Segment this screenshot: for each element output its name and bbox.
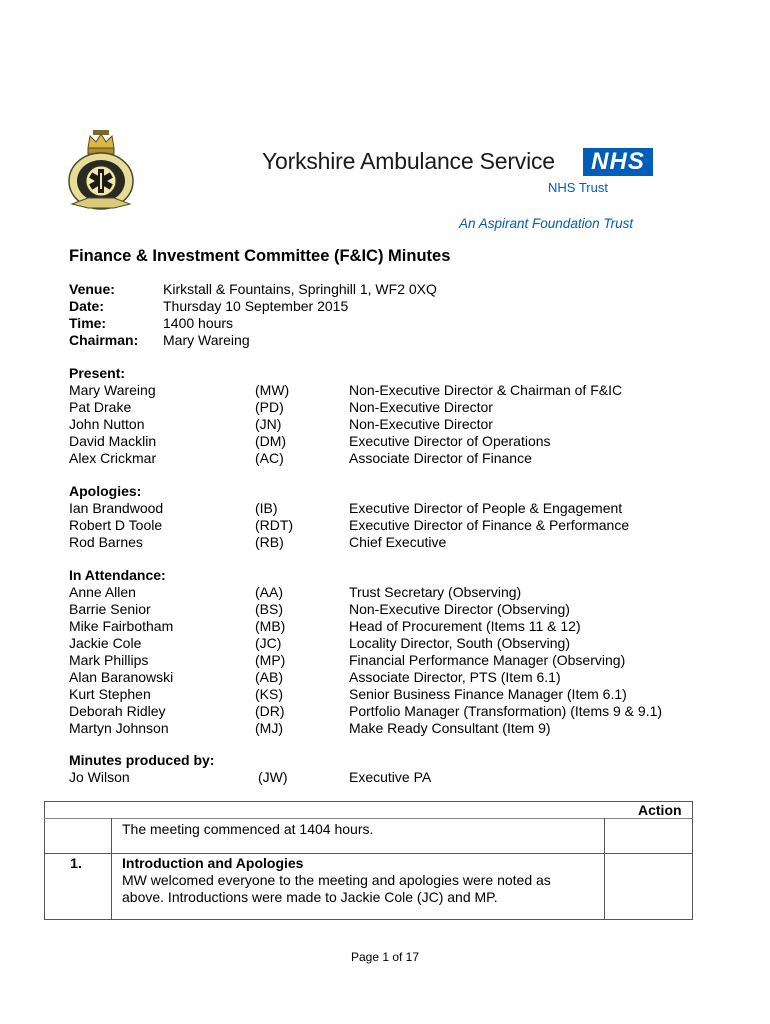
meta-value: Mary Wareing (163, 332, 250, 348)
attendance-name: Kurt Stephen (69, 686, 151, 702)
attendee-name: Alex Crickmar (69, 450, 157, 466)
apology-name: Robert D Toole (69, 517, 163, 533)
apology-role: Executive Director of Finance & Performance (349, 517, 630, 533)
foundation-trust-tagline: An Aspirant Foundation Trust (459, 216, 634, 231)
apologies-heading: Apologies: (69, 483, 142, 499)
attendance-initials: (AA) (255, 584, 283, 600)
attendee-initials: (DM) (255, 433, 287, 449)
meta-label: Time: (69, 315, 107, 331)
apology-name: Ian Brandwood (69, 500, 164, 516)
attendance-name: Mike Fairbotham (69, 618, 174, 634)
meta-chairman (69, 332, 250, 348)
meta-value: Thursday 10 September 2015 (163, 298, 349, 314)
attendance-initials: (JC) (255, 635, 282, 651)
item-text-line: MW welcomed everyone to the meeting and apologies were noted as (122, 872, 551, 888)
attendee-role: Non-Executive Director (349, 399, 493, 415)
attendee-initials: (MW) (255, 382, 290, 398)
attendance-role: Locality Director, South (Observing) (349, 635, 570, 651)
item-text-line: above. Introductions were made to Jackie Cole (JC) and MP. (122, 889, 498, 905)
attendance-initials: (KS) (255, 686, 283, 702)
meta-time (69, 315, 233, 331)
attendance-role: Non-Executive Director (Observing) (349, 601, 570, 617)
attendance-initials: (DR) (255, 703, 285, 719)
attendee-role: Executive Director of Operations (349, 433, 551, 449)
royal-crest-badge-icon (66, 128, 136, 212)
minutes-row-text: The meeting commenced at 1404 hours. (122, 821, 374, 837)
attendance-role: Make Ready Consultant (Item 9) (349, 720, 551, 736)
apology-initials: (IB) (255, 500, 278, 516)
attendee-name: Pat Drake (69, 399, 132, 415)
apology-initials: (RB) (255, 534, 284, 550)
attendance-initials: (MJ) (255, 720, 283, 736)
meta-label: Venue: (69, 281, 115, 297)
apology-name: Rod Barnes (69, 534, 143, 550)
attendee-role: Non-Executive Director & Chairman of F&IC (349, 382, 623, 398)
nhs-logo: NHS (583, 148, 653, 176)
produced-by-initials: (JW) (258, 769, 288, 785)
attendance-name: Martyn Johnson (69, 720, 169, 736)
meta-label: Chairman: (69, 332, 139, 348)
produced-by-name: Jo Wilson (69, 769, 130, 785)
attendee-initials: (JN) (255, 416, 282, 432)
meta-label: Date: (69, 298, 105, 314)
document-title: Finance & Investment Committee (F&IC) Minutes (69, 247, 451, 265)
present-heading: Present: (69, 365, 126, 381)
apology-initials: (RDT) (255, 517, 294, 533)
nhs-trust-label: NHS Trust (548, 180, 608, 195)
attendance-initials: (BS) (255, 601, 283, 617)
attendance-name: Alan Baranowski (69, 669, 174, 685)
attendance-name: Jackie Cole (69, 635, 142, 651)
produced-by-role: Executive PA (349, 769, 432, 785)
item-heading: Introduction and Apologies (122, 855, 304, 871)
meta-value: 1400 hours (163, 315, 234, 331)
page-number: Page 1 of 17 (350, 950, 420, 964)
organisation-name: Yorkshire Ambulance Service (262, 148, 555, 174)
apology-role: Chief Executive (349, 534, 447, 550)
attendance-heading: In Attendance: (69, 567, 166, 583)
attendee-name: Mary Wareing (69, 382, 156, 398)
attendee-name: David Macklin (69, 433, 157, 449)
attendance-role: Trust Secretary (Observing) (349, 584, 522, 600)
meta-venue (69, 281, 437, 297)
meta-value: Kirkstall & Fountains, Springhill 1, WF2 0XQ (163, 281, 437, 297)
attendance-initials: (MB) (255, 618, 286, 634)
attendance-role: Head of Procurement (Items 11 & 12) (349, 618, 581, 634)
produced-by-heading: Minutes produced by: (69, 752, 215, 768)
attendance-role: Portfolio Manager (Transformation) (Items 9 & 9.1) (349, 703, 663, 719)
minutes-table (44, 801, 693, 920)
attendee-role: Associate Director of Finance (349, 450, 532, 466)
attendance-name: Anne Allen (69, 584, 136, 600)
attendance-role: Senior Business Finance Manager (Item 6.1) (349, 686, 627, 702)
attendance-name: Barrie Senior (69, 601, 151, 617)
attendee-initials: (PD) (255, 399, 284, 415)
attendance-role: Associate Director, PTS (Item 6.1) (349, 669, 561, 685)
attendance-role: Financial Performance Manager (Observing) (349, 652, 626, 668)
attendance-name: Mark Phillips (69, 652, 149, 668)
attendee-initials: (AC) (255, 450, 284, 466)
attendance-initials: (MP) (255, 652, 286, 668)
attendee-name: John Nutton (69, 416, 145, 432)
item-number: 1. (70, 855, 82, 871)
action-column-header: Action (638, 802, 682, 818)
attendance-name: Deborah Ridley (69, 703, 166, 719)
meta-date (69, 298, 348, 314)
attendee-role: Non-Executive Director (349, 416, 493, 432)
apology-role: Executive Director of People & Engagement (349, 500, 623, 516)
attendance-initials: (AB) (255, 669, 283, 685)
